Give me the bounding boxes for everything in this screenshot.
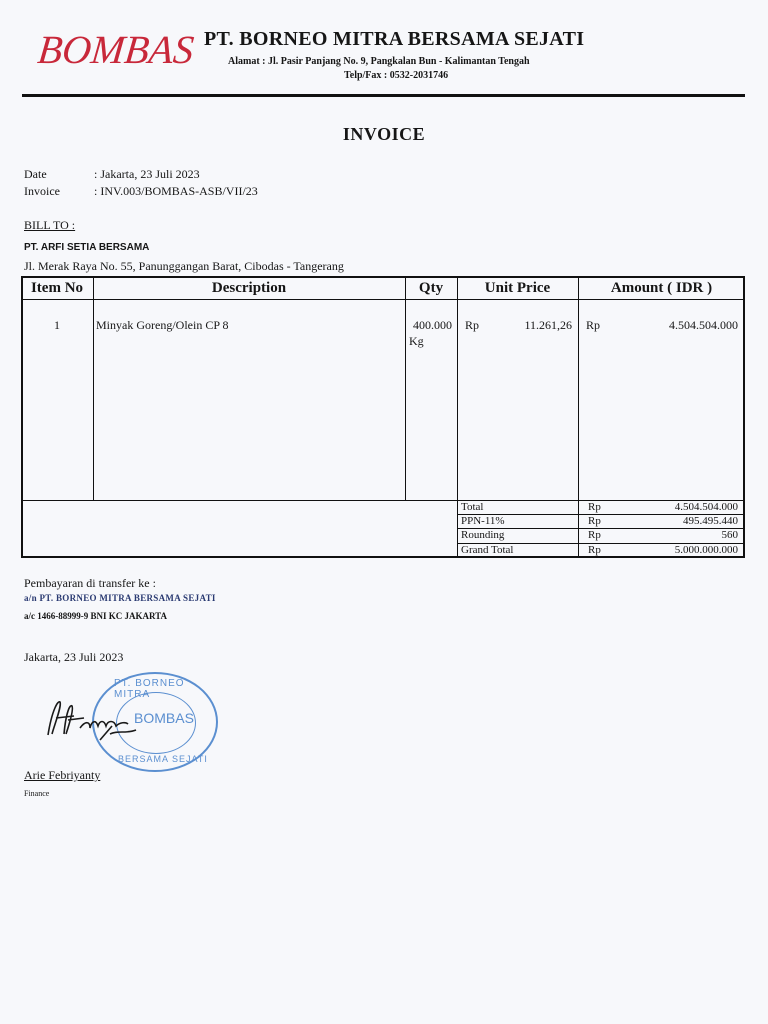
account-name: a/n PT. BORNEO MITRA BERSAMA SEJATI [24,593,216,603]
signoff-place-date: Jakarta, 23 Juli 2023 [24,650,124,664]
table-divider [93,276,94,501]
account-number: a/c 1466-88999-9 BNI KC JAKARTA [24,611,168,621]
company-name: PT. BORNEO MITRA BERSAMA SEJATI [204,28,585,50]
ppn-currency: Rp [588,515,601,527]
bill-to-label: BILL TO : [24,218,76,232]
invoice-number: : INV.003/BOMBAS-ASB/VII/23 [94,184,258,198]
grand-total-value: 5.000.000.000 [674,544,738,556]
invoice-label: Invoice [24,184,60,198]
header-description: Description [211,280,287,296]
table-divider [405,276,406,501]
date-value: : Jakarta, 23 Juli 2023 [94,167,200,181]
client-address: Jl. Merak Raya No. 55, Panunggangan Barat, Cibodas - Tangerang [24,259,344,273]
ppn-label: PPN-11% [461,515,505,527]
company-address: Alamat : Jl. Pasir Panjang No. 9, Pangkalan Bun - Kalimantan Tengah [228,56,530,67]
grand-total-currency: Rp [588,544,601,556]
qty-cell: 400.000 [413,318,452,332]
table-divider [21,500,745,501]
amount-currency: Rp [586,318,601,332]
stamp-top-text: PT. BORNEO MITRA [114,678,185,700]
total-currency: Rp [588,501,601,513]
header-divider [22,94,745,97]
document-title: INVOICE [342,124,426,144]
price-currency: Rp [465,318,480,332]
description-cell: Minyak Goreng/Olein CP 8 [96,318,229,332]
unit-price-cell: 11.261,26 [524,318,572,332]
signature-icon [40,690,160,750]
company-telp: Telp/Fax : 0532-2031746 [344,70,449,81]
table-divider [457,276,458,558]
amount-cell: 4.504.504.000 [669,318,738,332]
signer-name: Arie Febriyanty [24,768,101,782]
stamp-center-text: BOMBAS [134,710,194,726]
table-divider [578,276,579,558]
grand-total-label: Grand Total [461,544,514,556]
item-no-cell: 1 [54,318,60,332]
header-unit-price: Unit Price [484,280,551,296]
ppn-value: 495.495.440 [683,515,738,527]
header-amount: Amount ( IDR ) [610,280,713,296]
rounding-value: 560 [721,529,738,541]
payment-intro: Pembayaran di transfer ke : [24,576,156,590]
qty-unit-cell: Kg [409,334,424,348]
rounding-currency: Rp [588,529,601,541]
company-logo: BOMBAS [35,27,196,72]
signer-title: Finance [24,789,50,798]
header-qty: Qty [418,280,444,296]
stamp-bottom-text: BERSAMA SEJATI [118,754,208,764]
header-item-no: Item No [30,280,84,296]
total-label: Total [461,501,484,513]
total-value: 4.504.504.000 [674,501,738,513]
client-name: PT. ARFI SETIA BERSAMA [24,242,150,253]
rounding-label: Rounding [461,529,505,541]
date-label: Date [24,167,47,181]
